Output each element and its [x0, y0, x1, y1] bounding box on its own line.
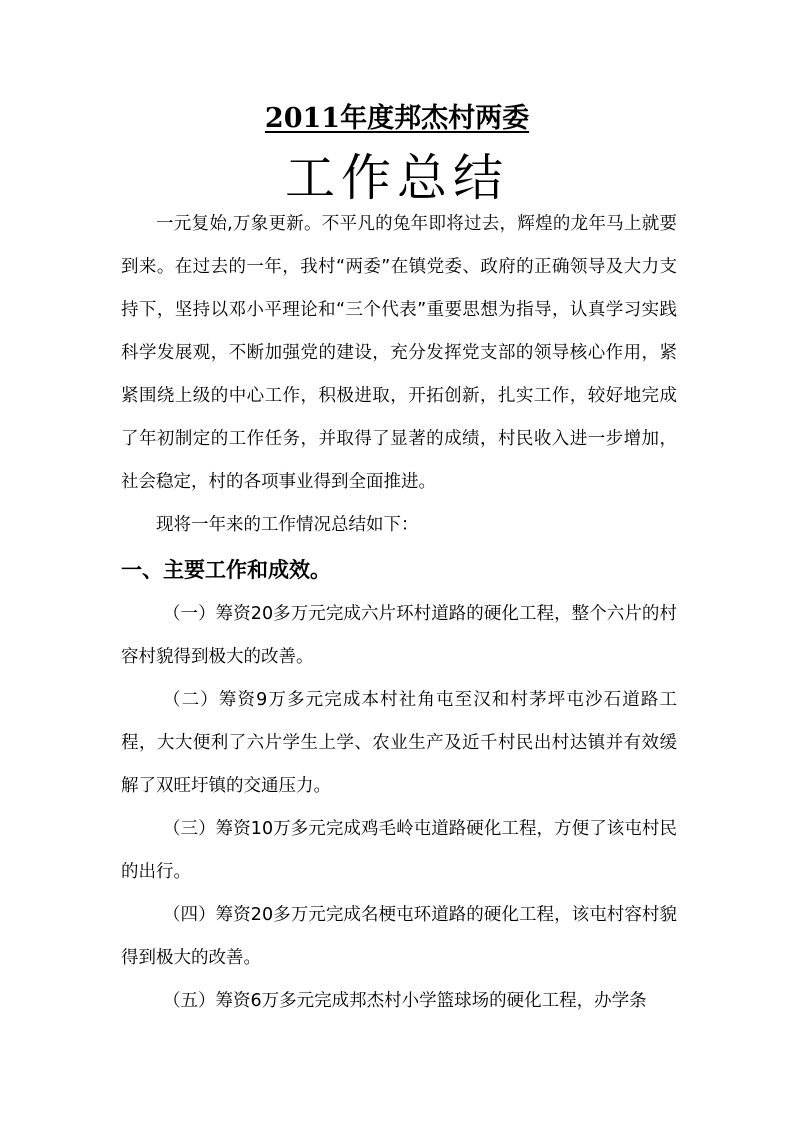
section-heading: 一、主要工作和成效。: [121, 558, 331, 582]
summary-lead-paragraph: 现将一年来的工作情况总结如下：: [156, 515, 419, 535]
intro-paragraph: 一元复始,万象更新。不平凡的兔年即将过去，辉煌的龙年马上就要到来。在过去的一年，我村“两委”在镇党委、政府的正确领导及大力支持下，坚持以邓小平理论和“三个代表”重要思想为指导，认真学习实践科学发展观，不断加强党的建设，充分发挥党支部的领导核心作用，紧紧围绕上级的中心工作，积极进取，开拓创新，扎实工作，较好地完成了年初制定的工作任务，并取得了显著的成绩，村民收入进一步增加，社会稳定，村的各项事业得到全面推进。: [121, 214, 677, 492]
list-item: （五）筹资6万多元完成邦杰村小学篮球场的硬化工程，办学条: [163, 991, 647, 1011]
list-item: （三）筹资10万多元完成鸡毛岭屯道路硬化工程，方便了该屯村民的出行。: [121, 819, 677, 882]
list-item: （一）筹资20多万元完成六片环村道路的硬化工程，整个六片的村容村貌得到极大的改善。: [121, 604, 677, 667]
document-body: [121, 203, 677, 1023]
list-item: （二）筹资9万多元完成本村社角屯至汉和村茅坪屯沙石道路工程，大大便利了六片学生上学、农业生产及近千村民出村达镇并有效缓解了双旺圩镇的交通压力。: [121, 690, 677, 796]
list-item: （四）筹资20多万元完成名梗屯环道路的硬化工程，该屯村容村貌得到极大的改善。: [121, 905, 677, 968]
document-title: 2011年度邦杰村两委: [264, 103, 530, 134]
document-subtitle: 工作总结: [285, 149, 509, 207]
